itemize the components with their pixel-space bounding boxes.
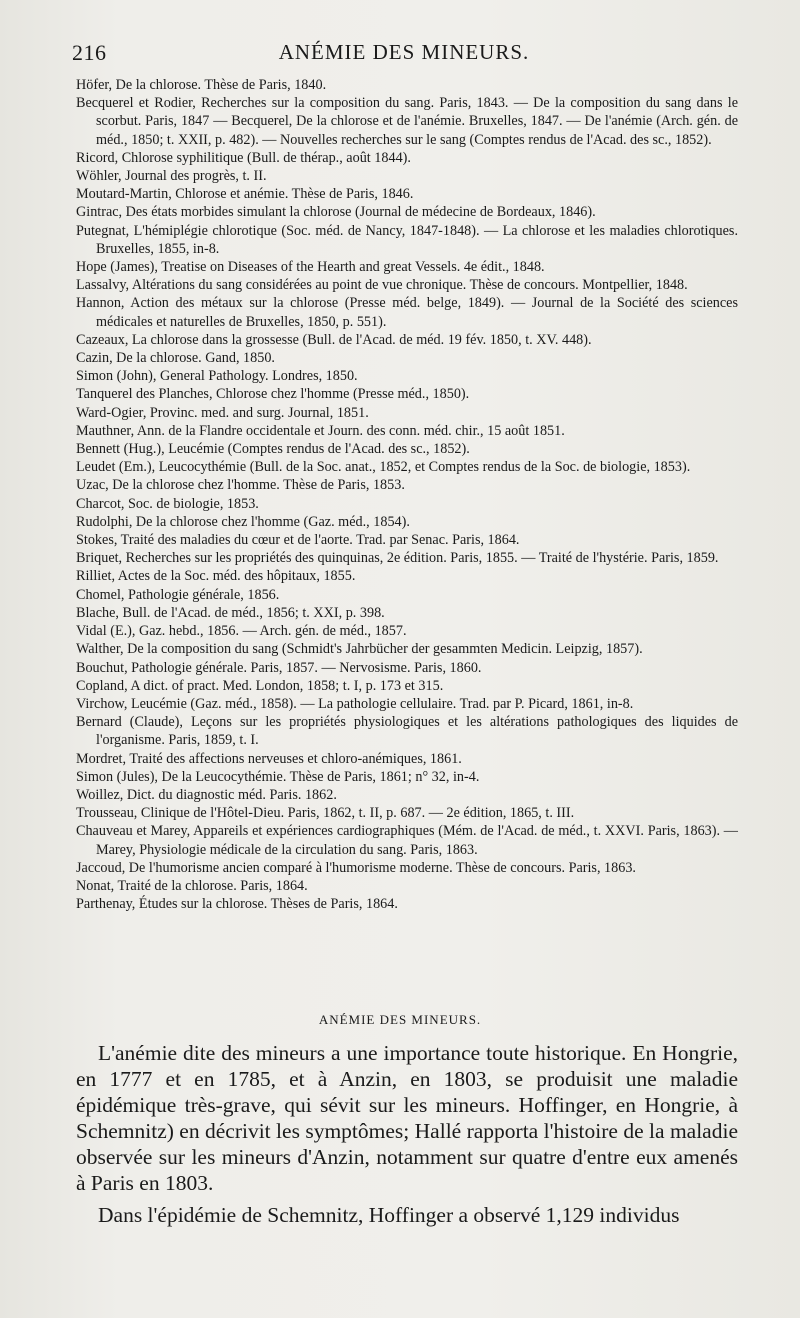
page-number: 216 xyxy=(72,40,107,65)
body-text xyxy=(76,1040,738,1228)
bibliography-entry: Chauveau et Marey, Appareils et expériences cardiographiques (Mém. de l'Acad. de méd., t. XXVI. Paris, 1863). — Marey, Physiologie médicale de la circulation du sang. Paris, 1863. xyxy=(76,823,738,858)
bibliography-entry: Uzac, De la chlorose chez l'homme. Thèse de Paris, 1853. xyxy=(76,477,405,494)
bibliography-entry: Hannon, Action des métaux sur la chlorose (Presse méd. belge, 1849). — Journal de la Société des sciences médicales et naturelles de Bruxelles, 1850, p. 551). xyxy=(76,295,738,330)
bibliography-entry: Walther, De la composition du sang (Schmidt's Jahrbücher der gesammten Medicin. Leipzig, 1857). xyxy=(76,641,643,658)
bibliography-entry: Bouchut, Pathologie générale. Paris, 1857. — Nervosisme. Paris, 1860. xyxy=(76,659,482,676)
body-paragraph: L'anémie dite des mineurs a une importance toute historique. En Hongrie, en 1777 et en 1785, et à Anzin, en 1803, se produisit une maladie épidémique très-grave, qui sévit sur les mineurs. Hoffinger, en Hongrie, à Schemnitz) en décrivit les symptômes; Hallé rapporta l'histoire de la maladie observée sur les mineurs d'Anzin, notamment sur quatre d'entre eux amenés à Paris en 1803. xyxy=(76,1041,738,1195)
bibliography-entry: Ward-Ogier, Provinc. med. and surg. Journal, 1851. xyxy=(76,404,369,421)
bibliography-entry: Vidal (E.), Gaz. hebd., 1856. — Arch. gén. de méd., 1857. xyxy=(76,623,407,640)
bibliography-entry: Nonat, Traité de la chlorose. Paris, 1864. xyxy=(76,877,308,894)
bibliography-entry: Ricord, Chlorose syphilitique (Bull. de thérap., août 1844). xyxy=(76,149,411,166)
bibliography-entry: Woillez, Dict. du diagnostic méd. Paris. 1862. xyxy=(76,786,337,803)
bibliography-entry: Simon (John), General Pathology. Londres, 1850. xyxy=(76,368,358,385)
bibliography-entry: Trousseau, Clinique de l'Hôtel-Dieu. Paris, 1862, t. II, p. 687. — 2e édition, 1865, t. III. xyxy=(76,805,575,822)
running-head: ANÉMIE DES MINEURS. xyxy=(278,40,530,64)
bibliography-entry: Blache, Bull. de l'Acad. de méd., 1856; t. XXI, p. 398. xyxy=(76,604,385,621)
bibliography-entry: Hope (James), Treatise on Diseases of the Hearth and great Vessels. 4e édit., 1848. xyxy=(76,259,545,276)
page-header xyxy=(72,40,736,70)
bibliography-entry: Höfer, De la chlorose. Thèse de Paris, 1840. xyxy=(76,77,327,93)
bibliography-entry: Charcot, Soc. de biologie, 1853. xyxy=(76,495,259,512)
bibliography-entry: Jaccoud, De l'humorisme ancien comparé à l'humorisme moderne. Thèse de concours. Paris, 1863. xyxy=(76,859,636,876)
bibliography-entry: Bennett (Hug.), Leucémie (Comptes rendus de l'Acad. des sc., 1852). xyxy=(76,441,470,458)
bibliography-entry: Simon (Jules), De la Leucocythémie. Thèse de Paris, 1861; n° 32, in-4. xyxy=(76,768,480,785)
bibliography-entry: Parthenay, Études sur la chlorose. Thèses de Paris, 1864. xyxy=(76,896,398,913)
bibliography-entry: Virchow, Leucémie (Gaz. méd., 1858). — La pathologie cellulaire. Trad. par P. Picard, 1861, in-8. xyxy=(76,695,634,712)
bibliography-list xyxy=(76,76,738,913)
bibliography-entry: Rilliet, Actes de la Soc. méd. des hôpitaux, 1855. xyxy=(76,568,356,585)
section-title: ANÉMIE DES MINEURS. xyxy=(318,1012,482,1027)
body-paragraph: Dans l'épidémie de Schemnitz, Hoffinger a observé 1,129 individus xyxy=(98,1203,680,1227)
bibliography-entry: Leudet (Em.), Leucocythémie (Bull. de la Soc. anat., 1852, et Comptes rendus de la Soc. de biologie, 1853). xyxy=(76,459,691,476)
bibliography-entry: Mauthner, Ann. de la Flandre occidentale et Journ. des conn. méd. chir., 15 août 1851. xyxy=(76,422,565,439)
bibliography-entry: Chomel, Pathologie générale, 1856. xyxy=(76,586,280,603)
bibliography-entry: Becquerel et Rodier, Recherches sur la composition du sang. Paris, 1843. — De la composition du sang dans le scorbut. Paris, 1847 — Becquerel, De la chlorose et de l'anémie. Bruxelles, 1847. — De l'anémie (Arch. gén. de méd., 1850; t. XXII, p. 482). — Nouvelles recherches sur le sang (Comptes rendus de l'Acad. des sc., 1852). xyxy=(76,95,738,148)
bibliography-entry: Putegnat, L'hémiplégie chlorotique (Soc. méd. de Nancy, 1847-1848). — La chlorose et les maladies chlorotiques. Bruxelles, 1855, in-8. xyxy=(76,222,738,257)
bibliography-entry: Briquet, Recherches sur les propriétés des quinquinas, 2e édition. Paris, 1855. — Traité de l'hystérie. Paris, 1859. xyxy=(76,550,719,567)
bibliography-entry: Copland, A dict. of pract. Med. London, 1858; t. I, p. 173 et 315. xyxy=(76,677,444,694)
bibliography-entry: Moutard-Martin, Chlorose et anémie. Thèse de Paris, 1846. xyxy=(76,186,414,203)
bibliography-entry: Lassalvy, Altérations du sang considérées au point de vue chronique. Thèse de concours. Montpellier, 1848. xyxy=(76,277,688,294)
bibliography-entry: Bernard (Claude), Leçons sur les propriétés physiologiques et les altérations pathologiques des liquides de l'organisme. Paris, 1859, t. I. xyxy=(76,714,738,749)
bibliography-entry: Cazeaux, La chlorose dans la grossesse (Bull. de l'Acad. de méd. 19 fév. 1850, t. XV. 448). xyxy=(76,331,592,348)
bibliography-entry: Mordret, Traité des affections nerveuses et chloro-anémiques, 1861. xyxy=(76,750,462,767)
bibliography-entry: Rudolphi, De la chlorose chez l'homme (Gaz. méd., 1854). xyxy=(76,513,410,530)
bibliography-entry: Wöhler, Journal des progrès, t. II. xyxy=(76,168,267,185)
bibliography-entry: Cazin, De la chlorose. Gand, 1850. xyxy=(76,350,275,367)
bibliography-entry: Gintrac, Des états morbides simulant la chlorose (Journal de médecine de Bordeaux, 1846). xyxy=(76,204,596,221)
bibliography-entry: Tanquerel des Planches, Chlorose chez l'homme (Presse méd., 1850). xyxy=(76,386,470,403)
bibliography-entry: Stokes, Traité des maladies du cœur et de l'aorte. Trad. par Senac. Paris, 1864. xyxy=(76,532,520,549)
